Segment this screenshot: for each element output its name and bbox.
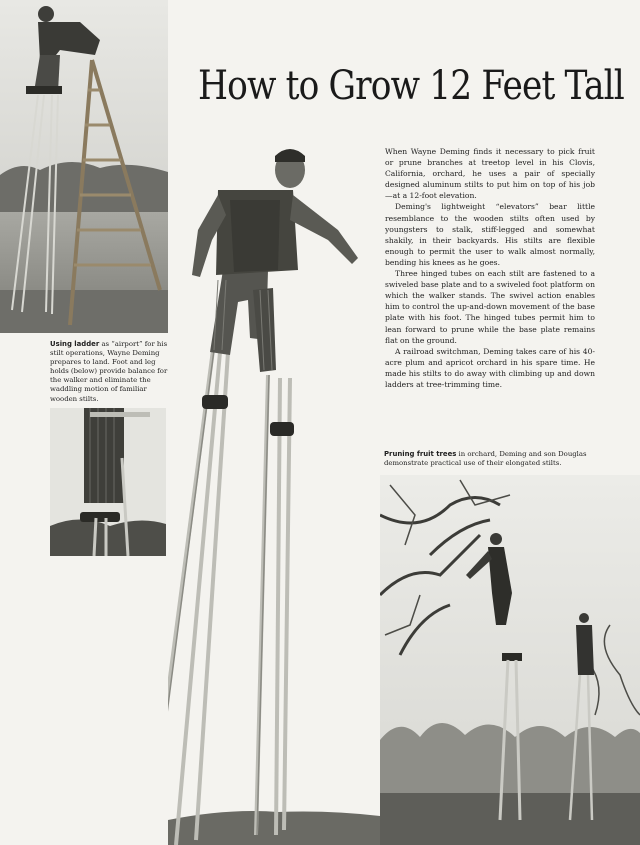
article-headline: How to Grow 12 Feet Tall [198, 63, 624, 109]
main-stilts-photo-art [168, 140, 380, 845]
main-stilts-photo [168, 140, 380, 845]
foot-holds-photo-art [50, 408, 166, 556]
ladder-photo [0, 0, 168, 333]
body-paragraph-3: Three hinged tubes on each stilt are fastened to a swiveled base plate and to a swiveled foot platform on which the walker stands. The swivel action enables him to control the up-and-down movement of the base plate with his foot. The hinged tubes permit him to lean forward to prune while the base plate remains flat on the ground. [385, 269, 595, 345]
ladder-caption [50, 340, 170, 404]
foot-holds-photo [50, 408, 166, 556]
orchard-photo [380, 475, 640, 845]
body-paragraph-4: A railroad switchman, Deming takes care of his 40-acre plum and apricot orchard in his spare time. He made his stilts to do away with climbing up and down ladders at tree-trimming time. [385, 346, 595, 389]
body-paragraph-1: When Wayne Deming finds it necessary to pick fruit or prune branches at treetop level in his Clovis, California, orchard, he uses a pair of specially designed aluminum stilts to put him on top of his job—at a 12-foot elevation. [385, 147, 595, 201]
article-body [385, 146, 595, 390]
orchard-caption-lead: Pruning fruit trees [384, 450, 457, 458]
ladder-caption-lead: Using ladder [50, 340, 100, 348]
ladder-caption-text: as “airport” for his stilt operations, Wayne Deming prepares to land. Foot and leg holds (below) provide balance for the walker and eliminate the waddling motion of familiar wooden stilts. [50, 340, 168, 403]
orchard-caption-text: in orchard, Deming and son Douglas demonstrate practical use of their elongated stilts. [384, 450, 587, 468]
orchard-photo-art [380, 475, 640, 845]
orchard-caption [384, 450, 599, 468]
ladder-photo-art [0, 0, 168, 333]
body-paragraph-2: Deming's lightweight “elevators” bear little resemblance to the wooden stilts often used by youngsters to stalk, stiff-legged and somewhat shakily, in their backyards. His stilts are flexible enough to permit the user to walk almost normally, bending his knees as he goes. [385, 202, 595, 267]
